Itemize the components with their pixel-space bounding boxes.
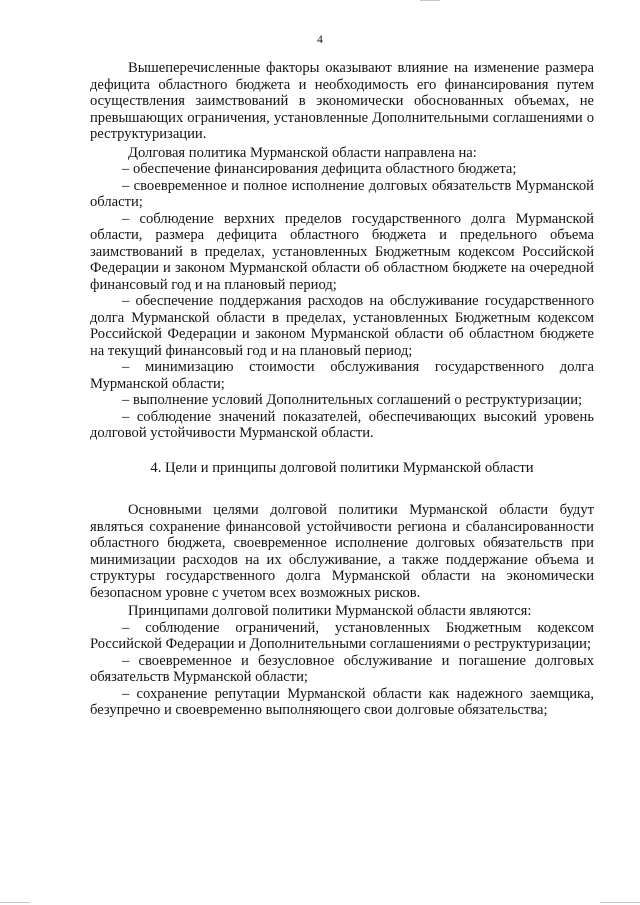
- policy-lead: Долговая политика Мурманской области направлена на:: [128, 144, 477, 161]
- scan-edge-top: [420, 0, 440, 1]
- policy-item: – выполнение условий Дополнительных соглашений о реструктуризации;: [122, 392, 583, 408]
- policy-item: – обеспечение финансирования дефицита областного бюджета;: [122, 161, 517, 177]
- section-heading: 4. Цели и принципы долговой политики Мурманской области: [150, 459, 534, 476]
- principle-item: – своевременное и безусловное обслуживание и погашение долговых обязательств Мурманской области;: [90, 652, 594, 685]
- scan-edge-bottom-left: [0, 902, 30, 903]
- goals-paragraph: Основными целями долговой политики Мурманской области будут являться сохранение финансовой устойчивости региона и сбалансированности областного бюджета, своевременное исполнение долговых обязательств при минимизации расходов на их обслуживание, а также поддержание объема и структуры государственного долга Мурманской области на экономически безопасном уровне с учетом всех возможных рисков.: [90, 502, 594, 601]
- policy-item: – минимизацию стоимости обслуживания государственного долга Мурманской области;: [90, 359, 594, 392]
- policy-item: – соблюдение значений показателей, обеспечивающих высокий уровень долговой устойчивости Мурманской области.: [90, 408, 594, 441]
- intro-paragraph: Вышеперечисленные факторы оказывают влияние на изменение размера дефицита областного бюджета и необходимость его финансирования путем осуществления заимствований в экономически обоснованных объемах, не превышающих ограничения, установленные Дополнительными соглашениями о реструктуризации.: [90, 60, 594, 142]
- policy-item: – соблюдение верхних пределов государственного долга Мурманской области, размера дефицита областного бюджета и предельного объема заимствований в пределах, установленных Бюджетным кодексом Российской Федерации и законом Мурманской области об областном бюджете на очередной финансовый год и на плановый период;: [90, 210, 594, 293]
- principles-lead: Принципами долговой политики Мурманской области являются:: [128, 603, 532, 619]
- scan-edge-bottom-right: [600, 902, 640, 903]
- policy-item: – обеспечение поддержания расходов на обслуживание государственного долга Мурманской области в пределах, установленных Бюджетным кодексом Российской Федерации и законом Мурманской области об областном бюджете на текущий финансовый год и на плановый период;: [90, 293, 594, 359]
- principle-item: – сохранение репутации Мурманской области как надежного заемщика, безупречно и своевременно выполняющего свои долговые обязательства;: [90, 685, 594, 718]
- principle-item: – соблюдение ограничений, установленных Бюджетным кодексом Российской Федерации и Дополнительными соглашениями о реструктуризации;: [90, 619, 594, 652]
- page-number: 4: [317, 34, 323, 46]
- policy-item: – своевременное и полное исполнение долговых обязательств Мурманской области;: [90, 177, 594, 210]
- document-body: [90, 60, 594, 719]
